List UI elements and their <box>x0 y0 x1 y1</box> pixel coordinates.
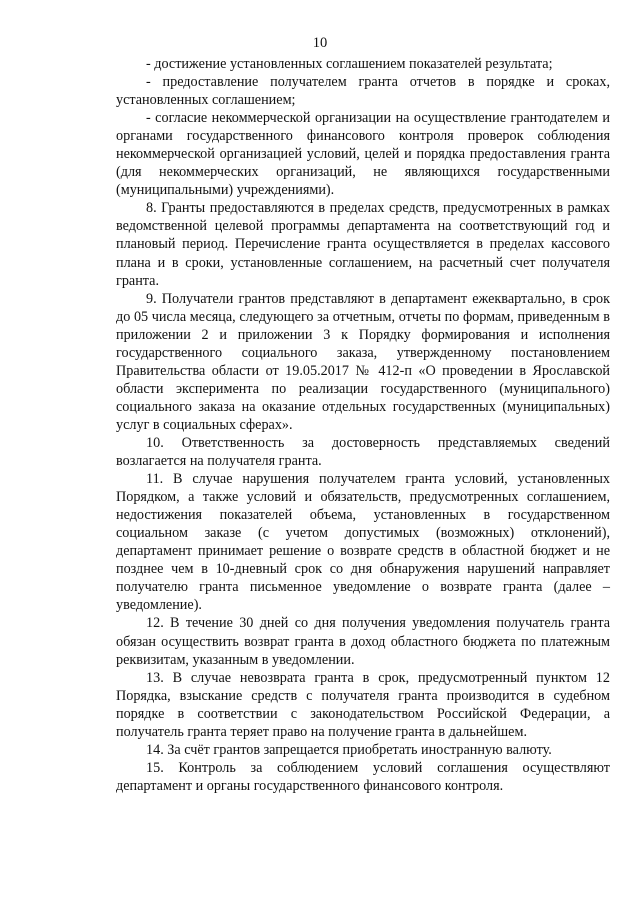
paragraph-item-8: 8. Гранты предоставляются в пределах средств, предусмотренных в рамках ведомственной целевой программы департамента на соответствующий год и плановый период. Перечисление гранта осуществляется в пределах кассового плана и в сроки, установленные соглашением, на расчетный счет получателя гранта. <box>116 200 610 289</box>
page-number: 10 <box>312 35 328 51</box>
paragraph-bullet-reports: - предоставление получателем гранта отчетов в порядке и сроках, установленных соглашением; <box>116 74 610 109</box>
paragraph-item-13: 13. В случае невозврата гранта в срок, предусмотренный пунктом 12 Порядка, взыскание средств с получателя гранта производится в судебном порядке в соответствии с законодательством Российской Федерации, а получатель гранта теряет право на получение гранта в дальнейшем. <box>116 669 610 740</box>
paragraph-item-9: 9. Получатели грантов представляют в департамент ежеквартально, в срок до 05 числа месяца, следующего за отчетным, отчеты по формам, приведенным в приложении 2 и приложении 3 к Порядку формирования и исполнения государственного социального заказа, утвержденному постановлением Правительства области от 19.05.2017 № 412-п «О проведении в Ярославской области эксперимента по реализации государственного (муниципального) социального заказа на оказание отдельных государственных (муниципальных) услуг в социальных сферах». <box>116 290 610 433</box>
paragraph-item-14: 14. За счёт грантов запрещается приобретать иностранную валюту. <box>146 741 552 758</box>
paragraph-bullet-result: - достижение установленных соглашением показателей результата; <box>146 56 553 72</box>
paragraph-bullet-consent: - согласие некоммерческой организации на осуществление грантодателем и органами государственного финансового контроля проверок соблюдения некоммерческой организацией условий, целей и порядка предоставления гранта (для некоммерческих организаций, не являющихся государственными (муниципальными) учреждениями). <box>116 110 610 199</box>
document-body <box>116 55 610 795</box>
paragraph-item-11: 11. В случае нарушения получателем гранта условий, установленных Порядком, а также условий и обязательств, предусмотренных соглашением, недостижения показателей объема, установленных в государственном социальном заказе (с учетом допустимых (возможных) отклонений), департамент принимает решение о возврате средств в областной бюджет и не позднее чем в 10-дневный срок со дня обнаружения нарушений направляет получателю гранта письменное уведомление о возврате гранта (далее – уведомление). <box>116 471 610 614</box>
paragraph-item-15: 15. Контроль за соблюдением условий соглашения осуществляют департамент и органы государственного финансового контроля. <box>116 759 610 794</box>
paragraph-item-10: 10. Ответственность за достоверность представляемых сведений возлагается на получателя гранта. <box>116 434 610 470</box>
paragraph-item-12: 12. В течение 30 дней со дня получения уведомления получатель гранта обязан осуществить возврат гранта в доход областного бюджета по платежным реквизитам, указанным в уведомлении. <box>116 615 610 668</box>
